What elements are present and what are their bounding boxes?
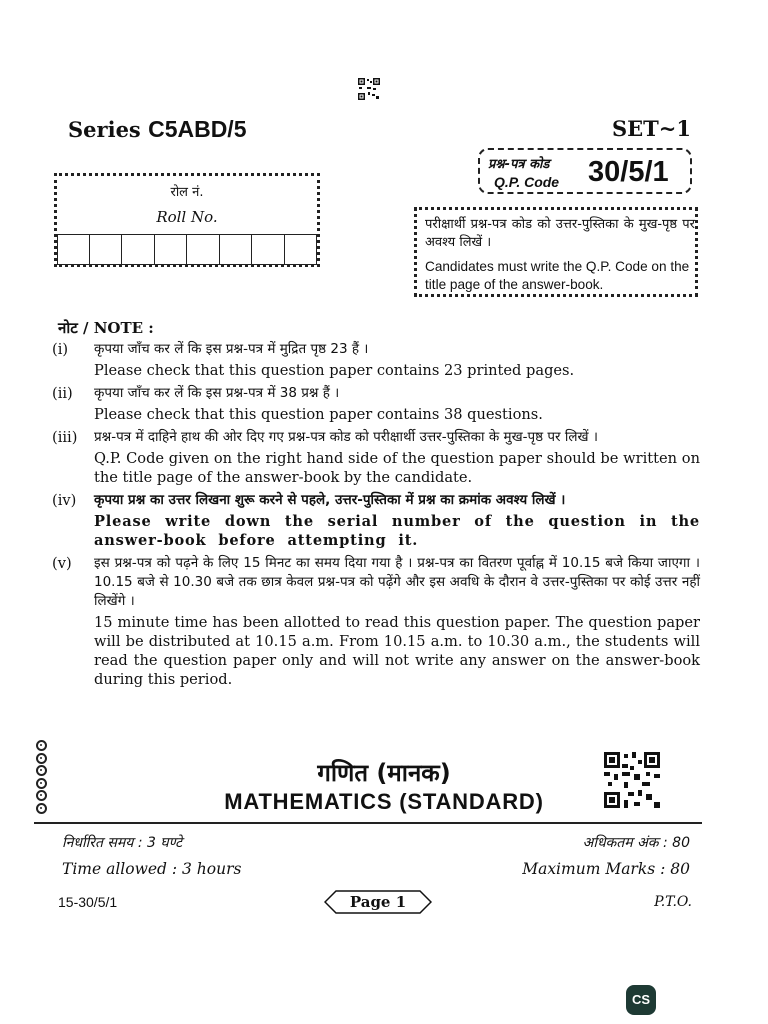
qp-code-label: Q.P. Code bbox=[494, 174, 560, 190]
note-item-1 bbox=[52, 340, 700, 380]
roll-number-cell[interactable] bbox=[155, 234, 188, 265]
roll-number-cell[interactable] bbox=[285, 234, 318, 265]
note-text-hindi: कृपया प्रश्न का उत्तर लिखना शुरू करने से पहले, उत्तर-पुस्तिका में प्रश्न का क्रमांक अवश्य लिखें । bbox=[94, 492, 566, 508]
roll-number-cells bbox=[57, 234, 317, 265]
note-text-hindi: कृपया जाँच कर लें कि इस प्रश्न-पत्र में 38 प्रश्न हैं । bbox=[94, 385, 340, 401]
qr-code-small bbox=[358, 78, 380, 100]
series-code: C5ABD/5 bbox=[148, 116, 247, 142]
maximum-marks-hindi: अधिकतम अंक : 80 bbox=[582, 835, 690, 851]
note-item-4 bbox=[52, 491, 700, 550]
subject-title: MATHEMATICS (STANDARD) bbox=[224, 789, 544, 814]
note-item-5 bbox=[52, 554, 700, 689]
note-number: (iv) bbox=[52, 492, 77, 509]
roll-number-cell[interactable] bbox=[220, 234, 253, 265]
maximum-marks: Maximum Marks : 80 bbox=[522, 860, 690, 878]
note-text-english: 15 minute time has been allotted to read this question paper. The question paper will be distributed at 10.15 a.m. From 10.15 a.m. to 10.30 a.m., the students will read the question paper only and will not write any answer on the answer-book during this period. bbox=[94, 614, 700, 688]
time-allowed: Time allowed : 3 hours bbox=[62, 860, 242, 878]
roll-label-hindi: रोल नं. bbox=[170, 185, 204, 200]
note-item-3 bbox=[52, 428, 700, 487]
note-number: (ii) bbox=[52, 385, 73, 402]
qr-code-large bbox=[604, 752, 660, 808]
roll-label: Roll No. bbox=[156, 208, 218, 226]
candidate-instruction-english: Candidates must write the Q.P. Code on the title page of the answer-book. bbox=[425, 259, 690, 292]
ring-mark-1 bbox=[36, 740, 47, 751]
camscanner-badge-icon: CS bbox=[626, 985, 656, 1015]
qp-code-box bbox=[478, 148, 692, 194]
note-text-english: Q.P. Code given on the right hand side of the question paper should be written on the title page of the answer-book by the candidate. bbox=[94, 450, 700, 486]
time-allowed-hindi: निर्धारित समय : 3 घण्टे bbox=[62, 835, 183, 851]
qp-code-value: 30/5/1 bbox=[588, 156, 669, 188]
note-heading: नोट / NOTE : bbox=[58, 319, 154, 337]
candidate-instruction-box bbox=[414, 207, 698, 297]
page-number-badge bbox=[324, 890, 432, 914]
footer-paper-code: 15-30/5/1 bbox=[58, 894, 118, 910]
note-number: (i) bbox=[52, 341, 69, 358]
roll-number-cell[interactable] bbox=[187, 234, 220, 265]
note-text-english: Please check that this question paper contains 23 printed pages. bbox=[94, 362, 575, 379]
note-text-hindi: कृपया जाँच कर लें कि इस प्रश्न-पत्र में मुद्रित पृष्ठ 23 हैं । bbox=[94, 341, 369, 357]
notes-list bbox=[52, 340, 700, 693]
roll-number-cell[interactable] bbox=[122, 234, 155, 265]
subject-title-hindi: गणित (मानक) bbox=[317, 759, 451, 787]
qp-code-label-hindi: प्रश्न-पत्र कोड bbox=[488, 157, 550, 172]
series-header bbox=[68, 116, 247, 143]
note-item-2 bbox=[52, 384, 700, 424]
set-number: SET~1 bbox=[612, 116, 692, 141]
note-text-hindi: प्रश्न-पत्र में दाहिने हाथ की ओर दिए गए प्रश्न-पत्र कोड को परीक्षार्थी उत्तर-पुस्तिका के मुख-पृष्ठ पर लिखें । bbox=[94, 429, 598, 445]
note-number: (iii) bbox=[52, 429, 78, 446]
divider-line bbox=[34, 822, 702, 824]
pto-label: P.T.O. bbox=[654, 894, 692, 910]
note-number: (v) bbox=[52, 555, 72, 572]
roll-number-box bbox=[54, 173, 320, 267]
note-text-english: Please write down the serial number of the question in the answer-book before attempting it. bbox=[94, 513, 700, 549]
note-text-hindi: इस प्रश्न-पत्र को पढ़ने के लिए 15 मिनट का समय दिया गया है । प्रश्न-पत्र का वितरण पूर्वाह्न में 10.15 बजे किया जाएगा । 10.15 बजे से 10.30 बजे तक छात्र केवल प्रश्न-पत्र को पढ़ेंगे और इस अवधि के दौरान वे उत्तर-पुस्तिका पर कोई उत्तर नहीं लिखेंगे । bbox=[94, 555, 700, 609]
note-text-english: Please check that this question paper contains 38 questions. bbox=[94, 406, 543, 423]
series-label: Series bbox=[68, 117, 141, 142]
page-number: Page 1 bbox=[349, 893, 407, 911]
roll-number-cell[interactable] bbox=[252, 234, 285, 265]
roll-number-cell[interactable] bbox=[57, 234, 90, 265]
candidate-instruction-hindi: परीक्षार्थी प्रश्न-पत्र कोड को उत्तर-पुस्तिका के मुख-पृष्ठ पर अवश्य लिखें । bbox=[425, 217, 695, 250]
roll-number-cell[interactable] bbox=[90, 234, 123, 265]
